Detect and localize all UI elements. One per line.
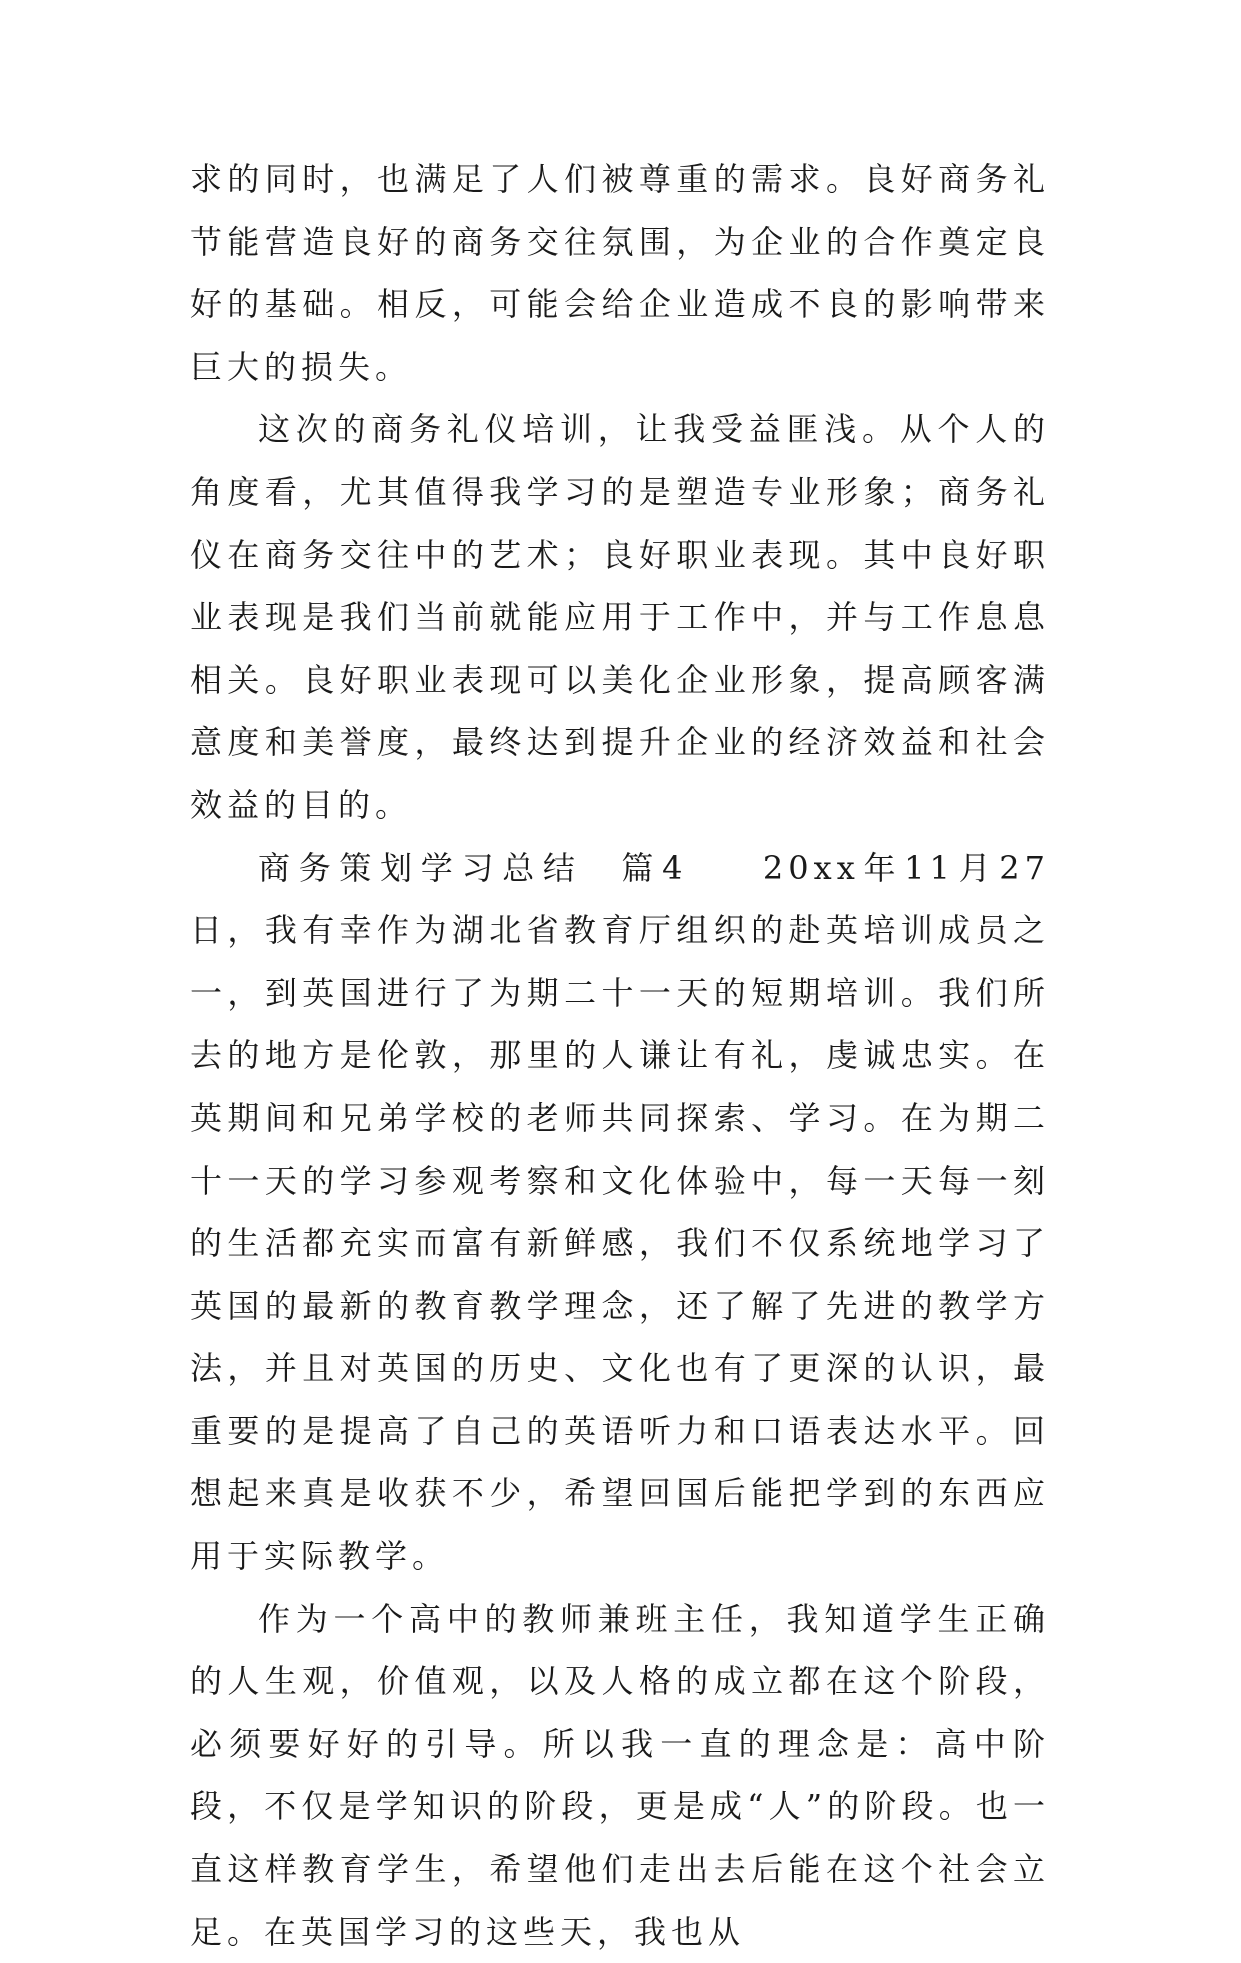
paragraph-3: 商务策划学习总结 篇4 20xx年11月27日，我有幸作为湖北省教育厅组织的赴英培训成员之一，到英国进行了为期二十一天的短期培训。我们所去的地方是伦敦，那里的人谦让有礼，虔诚忠实。在英期间和兄弟学校的老师共同探索、学习。在为期二十一天的学习参观考察和文化体验中，每一天每一刻的生活都充实而富有新鲜感，我们不仅系统地学习了英国的最新的教育教学理念，还了解了先进的教学方法，并且对英国的历史、文化也有了更深的认识，最重要的是提高了自己的英语听力和口语表达水平。回想起来真是收获不少，希望回国后能把学到的东西应用于实际教学。 [190, 848, 1050, 1576]
document-body [190, 148, 1050, 1963]
paragraph-1: 求的同时，也满足了人们被尊重的需求。良好商务礼节能营造良好的商务交往氛围，为企业的合作奠定良好的基础。相反，可能会给企业造成不良的影响带来巨大的损失。 [190, 160, 1050, 386]
paragraph-4: 作为一个高中的教师兼班主任，我知道学生正确的人生观，价值观，以及人格的成立都在这个阶段，必须要好好的引导。所以我一直的理念是：高中阶段，不仅是学知识的阶段，更是成“人”的阶段。也一直这样教育学生，希望他们走出去后能在这个社会立足。在英国学习的这些天，我也从 [190, 1599, 1050, 1951]
paragraph-2: 这次的商务礼仪培训，让我受益匪浅。从个人的角度看，尤其值得我学习的是塑造专业形象；商务礼仪在商务交往中的艺术；良好职业表现。其中良好职业表现是我们当前就能应用于工作中，并与工作息息相关。良好职业表现可以美化企业形象，提高顾客满意度和美誉度，最终达到提升企业的经济效益和社会效益的目的。 [190, 410, 1050, 824]
